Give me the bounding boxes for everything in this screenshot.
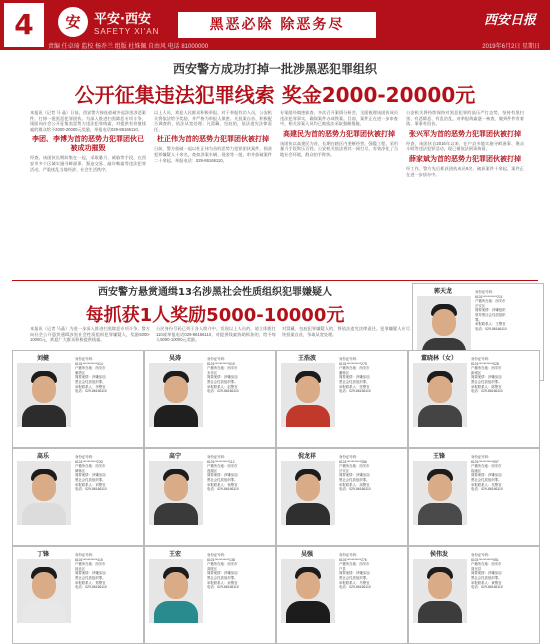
reward-kicker: 西安警方悬赏通缉13名涉黑社会性质组织犯罪嫌疑人 bbox=[98, 287, 332, 298]
article-subheading: 李团、李博为首的恶势力犯罪团伙已被成功摧毁 bbox=[32, 135, 144, 153]
suspect-card bbox=[276, 546, 408, 644]
reward-paragraph: 对窝藏、包庇犯罪嫌疑人的，将依法追究法律责任。犯罪嫌疑人应尽快投案自首，争取从宽处理。 bbox=[282, 326, 410, 337]
suspect-card bbox=[12, 448, 144, 546]
reward-paragraph: 公民身份号码已列于各人简介中。发现以上人员的，请立即拨打110或举报电话029-86166110。对提供线索协助抓获的，给予每人5000-10000元奖励。 bbox=[156, 326, 276, 343]
article-column-3 bbox=[280, 110, 398, 278]
suspect-photo bbox=[17, 363, 71, 427]
article-paragraph: 该团伙以高建民为首，长期在辖区内垄断经营，强揽工程，采用暴力手段欺压百姓。公安机关依法将其一网打尽，有效净化了当地社会环境，群众拍手称快。 bbox=[280, 140, 398, 157]
suspect-card bbox=[144, 350, 276, 448]
suspect-card bbox=[144, 546, 276, 644]
article-subheading: 张兴军为首的恶势力犯罪团伙被打掉 bbox=[409, 129, 521, 138]
section-title: 平安·西安 bbox=[94, 12, 151, 27]
suspect-photo bbox=[281, 461, 335, 525]
suspect-photo bbox=[413, 559, 467, 623]
article-column-2 bbox=[154, 110, 272, 278]
reward-notice bbox=[12, 283, 418, 326]
article-paragraph: 经查，该团伙自2016年以来，在户县多地实施寻衅滋事、聚众斗殴等违法犯罪活动，现已被依法刑事拘留。 bbox=[406, 140, 524, 152]
editor-credits: 责编 任卓琦 监校 杨乔兰 组版 杜姝佩 自由风 电话 81000000 bbox=[48, 44, 209, 50]
suspect-photo bbox=[413, 363, 467, 427]
issue-date: 2019年6月2日 星期日 bbox=[482, 44, 540, 50]
suspect-name: 王宏 bbox=[168, 551, 181, 558]
police-emblem-icon: 安 bbox=[58, 7, 88, 37]
suspect-card bbox=[12, 350, 144, 448]
suspect-card bbox=[408, 350, 540, 448]
suspect-card bbox=[144, 448, 276, 546]
suspect-info: 身份证号码： 6101***********275 户籍所在地：西安市 灞桥区 简要案情：涉嫌参加 黑社会性质组织罪。 举报联系人：张警官 电话：029-86166110 bbox=[339, 357, 371, 394]
reward-headline: 每抓获1人奖励5000-10000元 bbox=[85, 305, 345, 326]
article-kicker: 西安警方成功打掉一批涉黑恶犯罪组织 bbox=[172, 62, 377, 76]
suspect-name: 刘健 bbox=[36, 355, 49, 362]
suspect-photo bbox=[413, 461, 467, 525]
suspect-card bbox=[12, 546, 144, 644]
article-paragraph: 以上人员，欢迎人民群众积极举报。对于举报有功人员，公安机关将依法给予奖励，并严格为举报人保密。凡投案自首、积极配合调查的，依法从宽处理；凡窝藏、包庇的，依法追究法律责任。 bbox=[154, 110, 272, 132]
suspect-name: 高宁 bbox=[168, 453, 181, 460]
article-column-4 bbox=[406, 110, 524, 278]
section-divider bbox=[12, 280, 538, 281]
article-paragraph: 公安机关将持续保持对黑恶犯罪的高压严打态势，坚持有黑扫黑、有恶除恶、有乱治乱，对举报线索逐一核查，做到件件有着落、事事有回音。 bbox=[406, 110, 524, 127]
suspect-photo bbox=[17, 559, 71, 623]
suspect-name: 董晓林（女） bbox=[420, 355, 457, 362]
suspect-info: 身份证号码： 6101***********051 户籍所在地：西安市 周至县 简要案情：涉嫌参加 黑社会性质组织罪。 举报联系人：黄警官 电话：029-86166110 bbox=[471, 553, 503, 590]
suspect-photo bbox=[281, 363, 335, 427]
suspect-info: 身份证号码： 6101***********138 户籍所在地：西安市 高陵区 简要案情：涉嫌参加 黑社会性质组织罪。 举报联系人：孙警官 电话：029-86166110 bbox=[207, 553, 239, 590]
suspect-info: 身份证号码： 6101***********233 户籍所在地：西安市 碑林区 简要案情：涉嫌参加 黑社会性质组织罪。 举报联系人：刘警官 电话：029-86166110 bbox=[75, 455, 107, 492]
suspect-info: 身份证号码： 6101***********028 户籍所在地：西安市 新城区 简要案情：涉嫌参加 黑社会性质组织罪。 举报联系人：陈警官 电话：029-86166110 bbox=[471, 357, 503, 394]
suspect-name: 吴强 bbox=[300, 551, 313, 558]
suspect-card bbox=[276, 350, 408, 448]
slogan-text: 黑恶必除 除恶务尽 bbox=[209, 17, 345, 33]
article-paragraph: 本报讯（记者 马 晶）日前，西安警方接连侦破多起涉黑涉恶案件，打掉一批黑恶犯罪团伙。为深入推进扫黑除恶专项斗争，现面向社会公开征集黑恶势力违法犯罪线索，对提供有价值线索的群众给予2000-20000元奖励，举报电话029-86166110。 bbox=[30, 110, 146, 132]
suspect-name: 王锋 bbox=[432, 453, 445, 460]
article-paragraph: 经查，该团伙长期纠集在一起，采取暴力、威胁等手段，在西安市多个区域实施寻衅滋事、强迫交易、敲诈勒索等违法犯罪活动，严重扰乱当地经济、社会生活秩序。 bbox=[30, 155, 146, 172]
article-column-1 bbox=[30, 110, 146, 278]
suspect-name: 丁锋 bbox=[36, 551, 49, 558]
suspect-photo bbox=[281, 559, 335, 623]
suspect-card bbox=[276, 448, 408, 546]
slogan-box bbox=[178, 12, 376, 38]
suspect-info: 身份证号码： 6101***********314 户籍所在地：西安市 雁塔区 简要案情：涉嫌参加 黑社会性质组织罪。 举报联系人：李警官 电话：029-86166110 bbox=[75, 357, 107, 394]
article-subheading: 杜正伟为首的恶势力犯罪团伙被打掉 bbox=[157, 135, 269, 144]
masthead-banner bbox=[0, 0, 550, 50]
suspect-name: 王浩波 bbox=[297, 355, 316, 362]
suspect-name: 倪龙祥 bbox=[297, 453, 316, 460]
suspect-info: 身份证号码： 6101***********415 户籍所在地：西安市 阎良区 简要案情：涉嫌参加 黑社会性质组织罪。 举报联系人：郑警官 电话：029-86166110 bbox=[75, 553, 107, 590]
suspect-info: 身份证号码： 6101***********112 户籍所在地：西安市 莲湖区 简要案情：涉嫌参加 黑社会性质组织罪。 举报联系人：杨警官 电话：029-86166110 bbox=[207, 455, 239, 492]
article-headline: 公开征集违法犯罪线索 奖金2000-20000元 bbox=[74, 83, 476, 107]
suspect-card bbox=[408, 546, 540, 644]
reward-column-1 bbox=[30, 326, 150, 348]
article-paragraph: 日前，警方侦破一起以杜正伟为首的恶势力犯罪团伙案件，抓获犯罪嫌疑人十余名，查扣涉案车辆、现金等一批，串并侦破案件二十余起。举报电话：029-86166110。 bbox=[154, 146, 272, 163]
reward-column-3 bbox=[282, 326, 410, 348]
suspect-name: 郭天龙 bbox=[433, 288, 452, 295]
suspect-info: 身份证号码： 6101***********356 户籍所在地：西安市 长安区 简要案情：涉嫌参加 黑社会性质组织罪。 举报联系人：周警官 电话：029-86166110 bbox=[339, 455, 371, 492]
newspaper-logo: 西安日报 bbox=[483, 13, 536, 28]
reward-column-2 bbox=[156, 326, 276, 348]
article-subheading: 高建民为首的恶势力犯罪团伙被打掉 bbox=[283, 129, 395, 138]
article-subheading: 薛家斌为首的恶势力犯罪团伙被打掉 bbox=[409, 154, 521, 163]
suspect-photo bbox=[149, 559, 203, 623]
article-paragraph: 经工作，警方先后抓获团伙成员8名，破获案件十余起，案件正在进一步侦办中。 bbox=[406, 165, 524, 177]
suspect-card bbox=[408, 448, 540, 546]
suspect-info: 身份证号码： 6101***********211 户籍所在地：西安市 长安区 简要案情：涉嫌组织 领导黑社会性质组织 罪。 举报联系人：王警官 电话：029-86166110 bbox=[475, 290, 507, 331]
suspect-photo bbox=[149, 461, 203, 525]
suspect-name: 侯伟发 bbox=[429, 551, 448, 558]
suspect-photo bbox=[149, 363, 203, 427]
section-subtitle: SAFETY XI'AN bbox=[94, 27, 160, 36]
suspect-info: 身份证号码： 6101***********276 户籍所在地：西安市 户县 简要案情：涉嫌参加 黑社会性质组织罪。 举报联系人：马警官 电话：029-86166110 bbox=[339, 553, 371, 590]
article-paragraph: 专案组经缜密侦查，多次召开案情分析会，全面梳理该团伙成员违法犯罪事实，确保案件办成铁案。目前，案件正在进一步审查中，相关涉案人员均已被依法采取强制措施。 bbox=[280, 110, 398, 127]
suspect-name: 吴涛 bbox=[168, 355, 181, 362]
suspect-name: 高乐 bbox=[36, 453, 49, 460]
page-number: 4 bbox=[4, 3, 44, 47]
suspect-info: 身份证号码： 6101***********019 户籍所在地：西安市 未央区 简要案情：涉嫌参加 黑社会性质组织罪。 举报联系人：赵警官 电话：029-86166110 bbox=[207, 357, 239, 394]
suspect-info: 身份证号码： 6101***********097 户籍所在地：西安市 临潼区 简要案情：涉嫌参加 黑社会性质组织罪。 举报联系人：吴警官 电话：029-86166110 bbox=[471, 455, 503, 492]
suspect-photo bbox=[17, 461, 71, 525]
reward-paragraph: 本报讯（记者 马晶）为进一步深入推进扫黑除恶专项斗争，警方向社会公开悬赏通缉涉黑社会性质组织犯罪嫌疑人，奖励5000-10000元，欢迎广大群众积极提供线索。 bbox=[30, 326, 150, 343]
